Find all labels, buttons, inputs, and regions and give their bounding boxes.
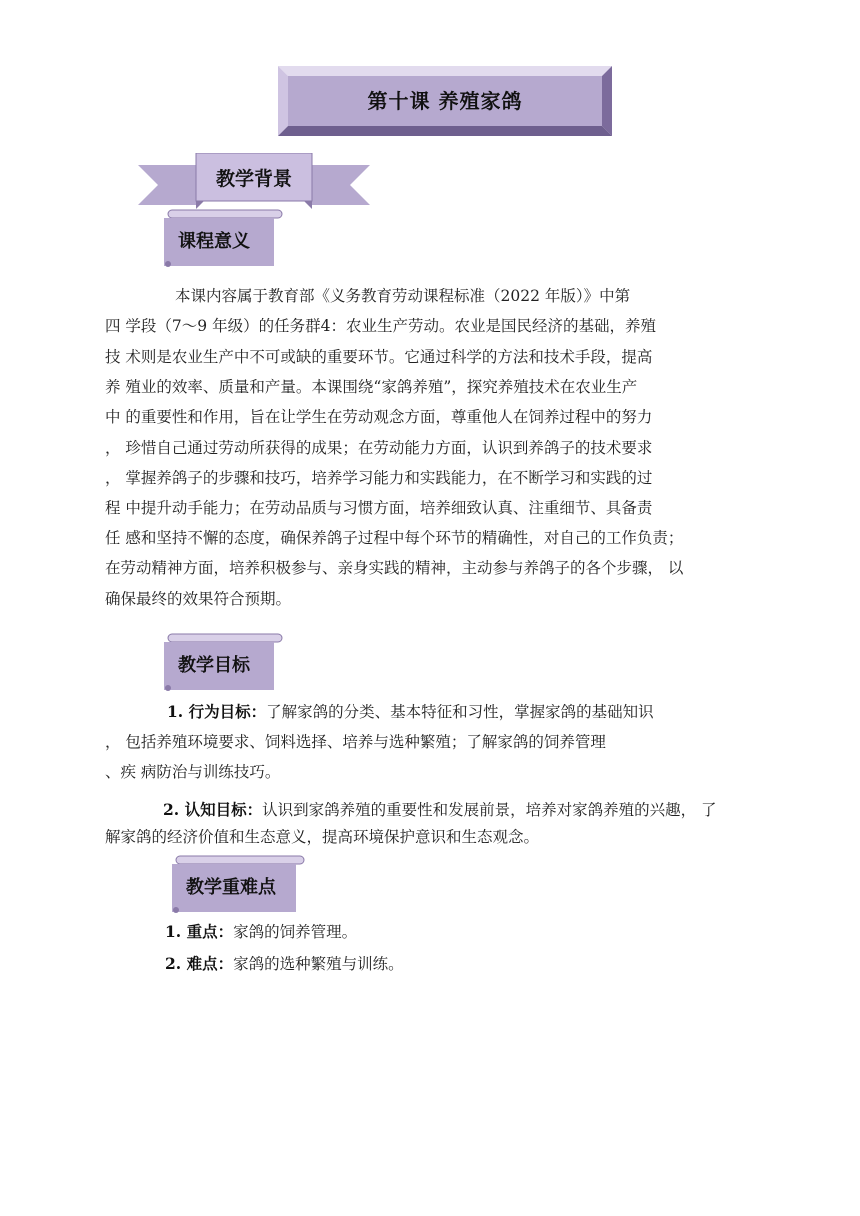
text-line: 确保最终的效果符合预期。 bbox=[105, 590, 292, 608]
text-line: 、疾 病防治与训练技巧。 bbox=[105, 763, 281, 781]
goal-item-behavior bbox=[167, 700, 654, 722]
title-banner bbox=[278, 66, 612, 136]
text-line: ， 珍惜自己通过劳动所获得的成果；在劳动能力方面，认识到养鸽子的技术要求 bbox=[105, 439, 653, 457]
text-line: 解家鸽的经济价值和生态意义，提高环境保护意识和生态观念。 bbox=[105, 828, 540, 846]
text-line: 养 殖业的效率、质量和产量。本课围绕“家鸽养殖”，探究养殖技术在农业生产 bbox=[105, 378, 638, 396]
key-point-label: 2. 难点： bbox=[165, 954, 234, 973]
goal-text: 了解家鸽的分类、基本特征和习性，掌握家鸽的基础知识 bbox=[266, 703, 654, 721]
text-line: 中 的重要性和作用，旨在让学生在劳动观念方面，尊重他人在饲养过程中的努力 bbox=[105, 408, 653, 426]
text-line: 在劳动精神方面，培养积极参与、亲身实践的精神，主动参与养鸽子的各个步骤， 以 bbox=[105, 559, 684, 577]
section-title: 教学背景 bbox=[215, 168, 292, 190]
goal-label: 1. 行为目标： bbox=[167, 702, 267, 721]
key-point-difficulty bbox=[165, 952, 404, 974]
section-ribbon bbox=[138, 153, 370, 209]
heading-significance bbox=[162, 208, 284, 268]
key-point-text: 家鸽的饲养管理。 bbox=[233, 923, 358, 941]
goal-label: 2. 认知目标： bbox=[163, 800, 263, 819]
text-line: 本课内容属于教育部《义务教育劳动课程标准（2022 年版）》中第 bbox=[175, 287, 631, 305]
heading-key-points-label: 教学重难点 bbox=[186, 877, 276, 898]
text-line: 四 学段（7～9 年级）的任务群4：农业生产劳动。农业是国民经济的基础，养殖 bbox=[105, 317, 656, 335]
heading-goals-label: 教学目标 bbox=[178, 655, 250, 676]
key-point-focus bbox=[165, 920, 357, 942]
goal-text: 认识到家鸽养殖的重要性和发展前景，培养对家鸽养殖的兴趣， 了 bbox=[262, 801, 717, 819]
text-line: 技 术则是农业生产中不可或缺的重要环节。它通过科学的方法和技术手段，提高 bbox=[105, 348, 653, 366]
page-title: 第十课 养殖家鸽 bbox=[367, 89, 523, 113]
key-point-text: 家鸽的选种繁殖与训练。 bbox=[233, 955, 404, 973]
heading-key-points bbox=[170, 854, 306, 914]
heading-goals bbox=[162, 632, 284, 692]
key-point-label: 1. 重点： bbox=[165, 922, 234, 941]
text-line: 任 感和坚持不懈的态度，确保养鸽子过程中每个环节的精确性，对自己的工作负责； bbox=[105, 529, 684, 547]
text-line: 程 中提升动手能力；在劳动品质与习惯方面，培养细致认真、注重细节、具备责 bbox=[105, 499, 653, 517]
text-line: ， 掌握养鸽子的步骤和技巧，培养学习能力和实践能力，在不断学习和实践的过 bbox=[105, 469, 653, 487]
heading-significance-label: 课程意义 bbox=[178, 231, 250, 252]
text-line: ， 包括养殖环境要求、饲料选择、培养与选种繁殖；了解家鸽的饲养管理 bbox=[105, 733, 606, 751]
goal-item-cognitive bbox=[163, 798, 717, 820]
